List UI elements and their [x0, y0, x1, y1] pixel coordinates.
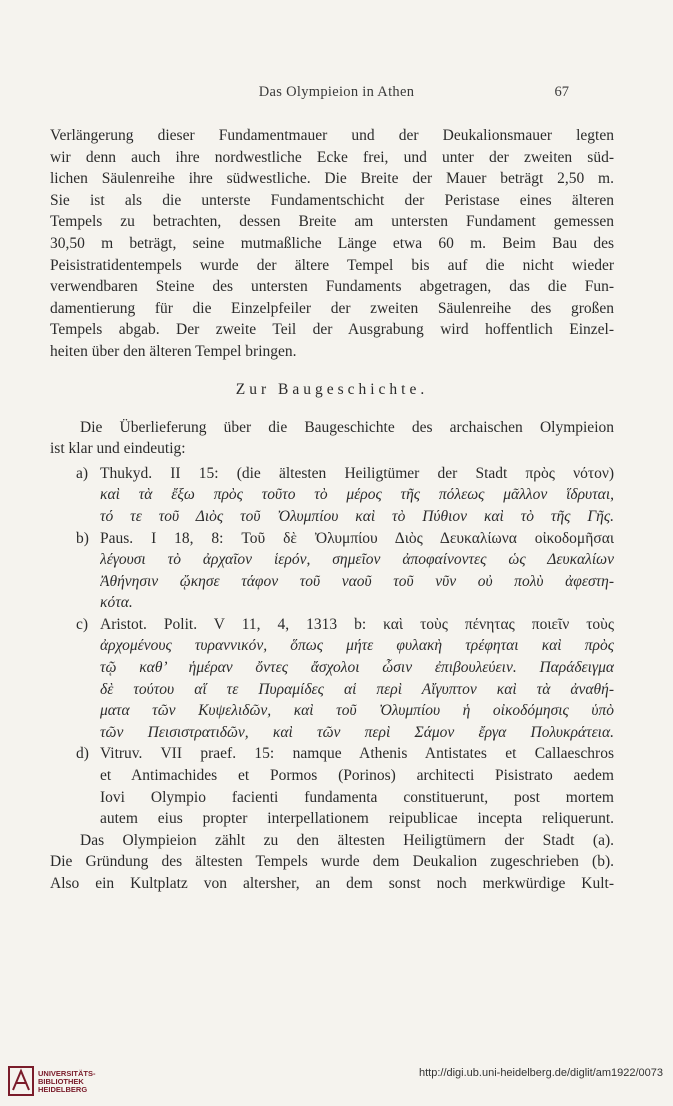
running-header	[0, 84, 673, 104]
item-marker: d)	[76, 745, 89, 763]
text-line: Tempels zu betrachten, dessen Breite am untersten Fundament gemessen	[50, 213, 614, 231]
source-item-b	[76, 528, 614, 614]
text-line: Tempels abgab. Der zweite Teil der Ausgrabung wird hoffentlich Einzel-	[50, 321, 614, 339]
greek-line: τό τε τοῦ Διὸς τοῦ Ὀλυμπίου καὶ τὸ Πύθιον καὶ τὸ τῆς Γῆς.	[100, 507, 614, 525]
text-line: et Antimachides et Pormos (Porinos) architecti Pisistrato aedem	[100, 767, 614, 785]
running-title: Das Olympieion in Athen	[258, 84, 415, 100]
page-footer	[0, 1063, 673, 1103]
text-line: Thukyd. II 15: (die ältesten Heiligtümer der Stadt πρὸς νότον)	[100, 464, 614, 482]
text-line: wir denn auch ihre nordwestliche Ecke frei, und unter der zweiten süd-	[50, 148, 614, 166]
section-heading: Zur Baugeschichte.	[235, 380, 429, 398]
source-item-a	[76, 463, 614, 528]
library-crest-icon	[8, 1066, 34, 1096]
text-line: heiten über den älteren Tempel bringen.	[50, 342, 297, 360]
library-name-line: UNIVERSITÄTS-	[38, 1069, 96, 1078]
source-list	[76, 463, 614, 830]
library-name-line: HEIDELBERG	[38, 1085, 88, 1094]
greek-line: δὲ τούτου αἵ τε Πυραμίδες αἱ περὶ Αἴγυπτον καὶ τὰ ἀναθή-	[100, 680, 614, 698]
text-line: Sie ist als die unterste Fundamentschicht der Peristase eines älteren	[50, 191, 614, 209]
item-marker: b)	[76, 529, 89, 547]
greek-line: ἀρχομένους τυραννικόν, ὅπως μήτε φυλακὴ τρέφηται καὶ πρὸς	[100, 637, 614, 655]
text-line: Peisistratidentempels wurde der ältere Tempel bis auf die nicht wieder	[50, 256, 614, 274]
source-item-c	[76, 614, 614, 744]
greek-line: Ἀθήνησιν ᾤκησε τάφον τοῦ ναοῦ τοῦ νῦν οὐ πολὺ ἀφεστη-	[100, 572, 614, 590]
text-line: Die Gründung des ältesten Tempels wurde dem Deukalion zugeschrieben (b).	[50, 853, 614, 871]
text-line: damentierung für die Einzelpfeiler der zweiten Säulenreihe des großen	[50, 299, 614, 317]
text-line: Paus. I 18, 8: Τοῦ δὲ Ὀλυμπίου Διὸς Δευκαλίωνα οἰκοδομῆσαι	[100, 529, 614, 547]
text-line: Vitruv. VII praef. 15: namque Athenis Antistates et Callaeschros	[100, 745, 614, 763]
greek-line: τῶν Πεισιστρατιδῶν, καὶ τῶν περὶ Σάμον ἔργα Πολυκράτεια.	[100, 723, 614, 741]
text-line: 30,50 m beträgt, seine mutmaßliche Länge etwa 60 m. Beim Bau des	[50, 234, 614, 252]
text-line: verwendbaren Steine des untersten Fundaments abgetragen, das die Fun-	[50, 278, 614, 296]
lead-paragraph	[50, 417, 614, 460]
greek-line: λέγουσι τὸ ἀρχαῖον ἱερόν, σημεῖον ἀποφαίνοντες ὡς Δευκαλίων	[100, 551, 614, 569]
greek-line: ματα τῶν Κυψελιδῶν, καὶ τοῦ Ὀλυμπίου ἡ οἰκοδόμησις ὑπὸ	[100, 702, 614, 720]
item-marker: c)	[76, 615, 89, 633]
source-url-link[interactable]: http://digi.ub.uni-heidelberg.de/diglit/am1922/0073	[418, 1067, 663, 1079]
library-name	[38, 1070, 96, 1094]
library-name-line: BIBLIOTHEK	[38, 1077, 84, 1086]
text-line: ist klar und eindeutig:	[50, 440, 186, 458]
item-marker: a)	[76, 464, 89, 482]
text-line: Das Olympieion zählt zu den ältesten Heiligtümern der Stadt (a).	[80, 831, 614, 849]
text-line: lichen Säulenreihe ihre südwestliche. Die Breite der Mauer beträgt 2,50 m.	[50, 170, 614, 188]
text-line: Aristot. Polit. V 11, 4, 1313 b: καὶ τοὺς πένητας ποιεῖν τοὺς	[100, 615, 614, 633]
source-item-d	[76, 743, 614, 829]
text-line: Iovi Olympio facienti fundamenta constituerunt, post mortem	[100, 788, 614, 806]
greek-line: τῷ καθ’ ἡμέραν ὄντες ἄσχολοι ὦσιν ἐπιβουλεύειν. Παράδειγμα	[100, 659, 614, 677]
greek-line: καὶ τὰ ἔξω πρὸς τοῦτο τὸ μέρος τῆς πόλεως μᾶλλον ἵδρυται,	[100, 486, 614, 504]
intro-paragraph	[50, 125, 614, 363]
text-line: Die Überlieferung über die Baugeschichte des archaischen Olympieion	[80, 418, 614, 436]
text-line: autem eius propter interpellationem reipublicae incepta reliquerunt.	[100, 810, 614, 828]
text-line: Also ein Kultplatz von altersher, an dem sonst noch merkwürdige Kult-	[50, 875, 614, 892]
closing-paragraph	[50, 830, 614, 895]
page-number: 67	[554, 84, 569, 100]
library-logo[interactable]	[8, 1066, 128, 1098]
greek-line: κότα.	[100, 594, 133, 612]
text-line: Verlängerung dieser Fundamentmauer und der Deukalionsmauer legten	[50, 127, 614, 144]
page-body	[50, 125, 614, 895]
